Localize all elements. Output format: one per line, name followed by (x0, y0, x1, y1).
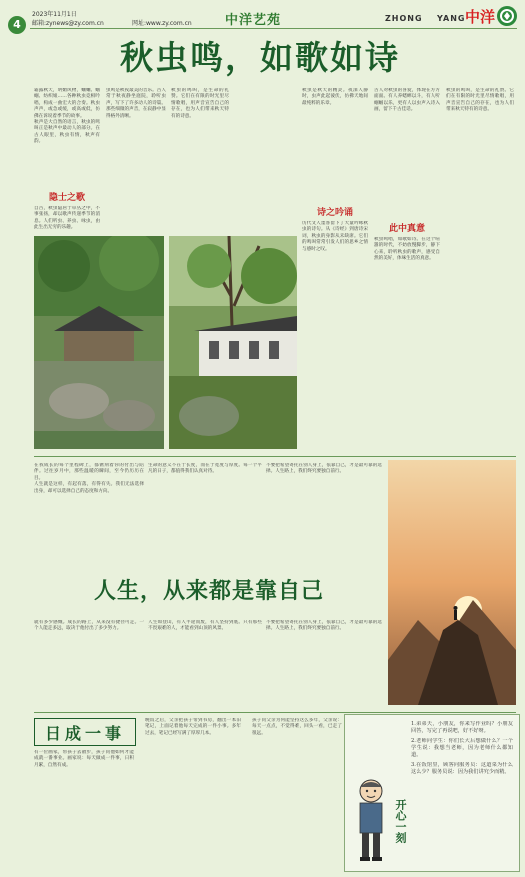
web-line: 网址:www.zy.com.cn (132, 20, 192, 27)
article-column-5-lower (374, 237, 440, 449)
article-column-1-lower (34, 206, 100, 232)
brand-latin-zhong: ZHONG (385, 14, 423, 23)
joke-item-1: 1.弟弟天，小朋友，你来写作业吗？小朋友回答，写完了再说吧，好不好呀。 (411, 721, 513, 734)
section-title: 中洋艺苑 (225, 13, 282, 28)
lower-column-1 (34, 463, 144, 561)
lower-col1-paragraph-b: 人生就是这样，有起有落，有得有失。我们无法选择出身，却可以选择自己的态度和方向。 (34, 482, 144, 494)
article-column-2 (106, 88, 166, 232)
bottom-divider (34, 712, 516, 713)
diary-column-1 (34, 750, 134, 860)
mountain-sunset-photo (388, 460, 516, 705)
article-column-4-lower (302, 221, 368, 449)
col6-paragraph: 秋虫的鸣叫，是生命的礼赞。它们在有限的时光里尽情歌唱，用声音宣告自己的存在，也为人们带来秋天特有的诗意。 (446, 88, 514, 113)
diary-col3-paragraph: 孩子问父亲为何能坚持这么多年，父亲说：每天一点点，不觉得难，回头一看，已走了很远。 (252, 718, 342, 736)
jokes-box (344, 714, 520, 872)
jokes-vertical-title: 开心一刻 (394, 799, 407, 843)
diary-column-2 (145, 718, 241, 860)
col5-lower-paragraph: 秋虫鸣唱，如歌如诗。在这个喧嚣的时代，不妨放慢脚步，静下心来，聆听秋虫的歌声，感受自然的美好，体味生活的真意。 (374, 237, 440, 262)
garden-corridor-photo (169, 236, 297, 449)
col1-paragraph-b: 秋声是大自然的语言，秋虫的鸣叫正是秋声中最动人的部分。在古人眼里，秋虫有情，秋声有韵。 (34, 120, 100, 145)
article2-col2-paragraph: 人生如登山，有人半途而废，有人坚持到底。只有那些不畏艰难的人，才能看到山顶的风景。 (148, 620, 262, 632)
main-headline: 秋虫鸣，如歌如诗 (120, 38, 400, 77)
subhead-true-meaning: 此中真意 (388, 224, 425, 234)
col2-paragraph: 虫鸣是秋夜最美的音乐。古人常于秋夜静坐庭院，聆听虫声，写下了许多动人的诗篇。那些细微的声音，在寂静中显得格外清晰。 (106, 88, 166, 119)
article-column-3 (171, 88, 229, 232)
section-divider (34, 456, 516, 457)
diary-title: 日成一事 (44, 723, 125, 743)
diary-column-3 (252, 718, 342, 860)
brand-logo-text: 中洋 (465, 8, 496, 26)
article-column-6 (446, 88, 514, 449)
col1-paragraph: 霜露秋天，明媚风物，蛐蛐、蝈蝈、纺织娘……各种秋虫竞相吟唱，构成一曲宏大的合奏。秋虫声声，或急或缓，或高或低，仿佛在诉说着季节的故事。 (34, 88, 100, 119)
masthead-rule (30, 28, 517, 29)
article-column-4 (302, 88, 368, 200)
email-line: 邮箱:zynews@zy.com.cn (32, 20, 104, 27)
lower-column-3 (266, 463, 382, 561)
garden-pavilion-photo (34, 236, 164, 449)
lower-column-2 (148, 463, 262, 561)
article2-column-1 (34, 620, 144, 706)
article2-col3-paragraph: 不要把希望寄托在别人身上，依靠自己，才是最可靠的选择。人生路上，我们终究要独自前行。 (266, 620, 382, 632)
diary-col2-paragraph: 晚饭之后，父亲把孩子带到书房，翻出一本旧笔记，上面记着他每天完成的一件小事。多年过去，笔记已经写满了厚厚几本。 (145, 718, 241, 736)
cartoon-man-illustration (351, 775, 391, 865)
col3-paragraph: 秋虫的鸣叫，是生命的礼赞。它们在有限的时光里尽情歌唱，用声音宣告自己的存在，也为人们带来秋天特有的诗意。 (171, 88, 229, 119)
diary-title-box (34, 718, 136, 746)
article-column-1 (34, 88, 100, 184)
subhead-poetry-recital: 诗之吟诵 (316, 208, 353, 218)
page-number-badge: 4 (8, 16, 26, 34)
article2-column-3 (266, 620, 382, 706)
brand-latin-yang: YANG (437, 14, 466, 23)
lower-col3-paragraph: 不要把希望寄托在别人身上，依靠自己，才是最可靠的选择。人生路上，我们终究要独自前行。 (266, 463, 382, 475)
diary-col1-paragraph: 有一位画家，带孩子去散步，孩子问他如何才能成就一番事业。画家说：每天做成一件事，日积月累，自然有成。 (34, 750, 134, 768)
col5-paragraph: 古人对秋虫的喜爱，体现在方方面面。有人养蟋蟀以斗，有人听蝈蝈以乐，更有人以虫声入诗入画，留下千古佳话。 (374, 88, 440, 113)
subhead-hermit-song: 隐士之歌 (48, 193, 85, 203)
jokes-list (411, 721, 513, 776)
article2-col1-paragraph: 就有多少感慨。成长的路上，从来没有捷径可走。一个人能走多远，取决于他付出了多少努力。 (34, 620, 144, 632)
col1-lower-paragraph: 自古，秋虫隐居于草丛之中，不事张扬，却以歌声传递季节的消息。人们听虫、养虫、咏虫，由此生出无穷的乐趣。 (34, 206, 100, 231)
col4-lower-paragraph: 历代文人墨客留下了大量吟咏秋虫的诗句。从《诗经》到唐诗宋词，秋虫的身影从未缺席。它们的鸣叫常常引发人们的思乡之情与感时之叹。 (302, 221, 368, 252)
col4-paragraph: 秋虫是秋天的精灵。夜深人静时，虫声此起彼伏，仿佛天地间最纯粹的乐章。 (302, 88, 368, 106)
date-line: 2023年11月1日 (32, 11, 77, 18)
lower-col1-paragraph: 在我成长的每个里程碑上，都镌刻着你的付出与陪伴。过往岁月中，那些温暖的瞬间，至今仍历历在目。 (34, 463, 144, 481)
joke-item-3: 3.在饭馆里，顾客问服务员：这道菜为什么这么少？服务员说：因为我们讲究少而精。 (411, 762, 513, 775)
article-column-5 (374, 88, 440, 208)
brand-emblem-icon (497, 6, 517, 26)
secondary-headline: 人生，从来都是靠自己 (93, 579, 324, 604)
lower-col2-paragraph: 生命的意义不在于长度，而在于宽度与厚度。每一个平凡的日子，都值得我们认真对待。 (148, 463, 262, 475)
article2-column-2 (148, 620, 262, 706)
joke-item-2: 2.老师问学生：你们长大后想做什么？一个学生说：我想当老师，因为老师什么都知道。 (411, 738, 513, 758)
